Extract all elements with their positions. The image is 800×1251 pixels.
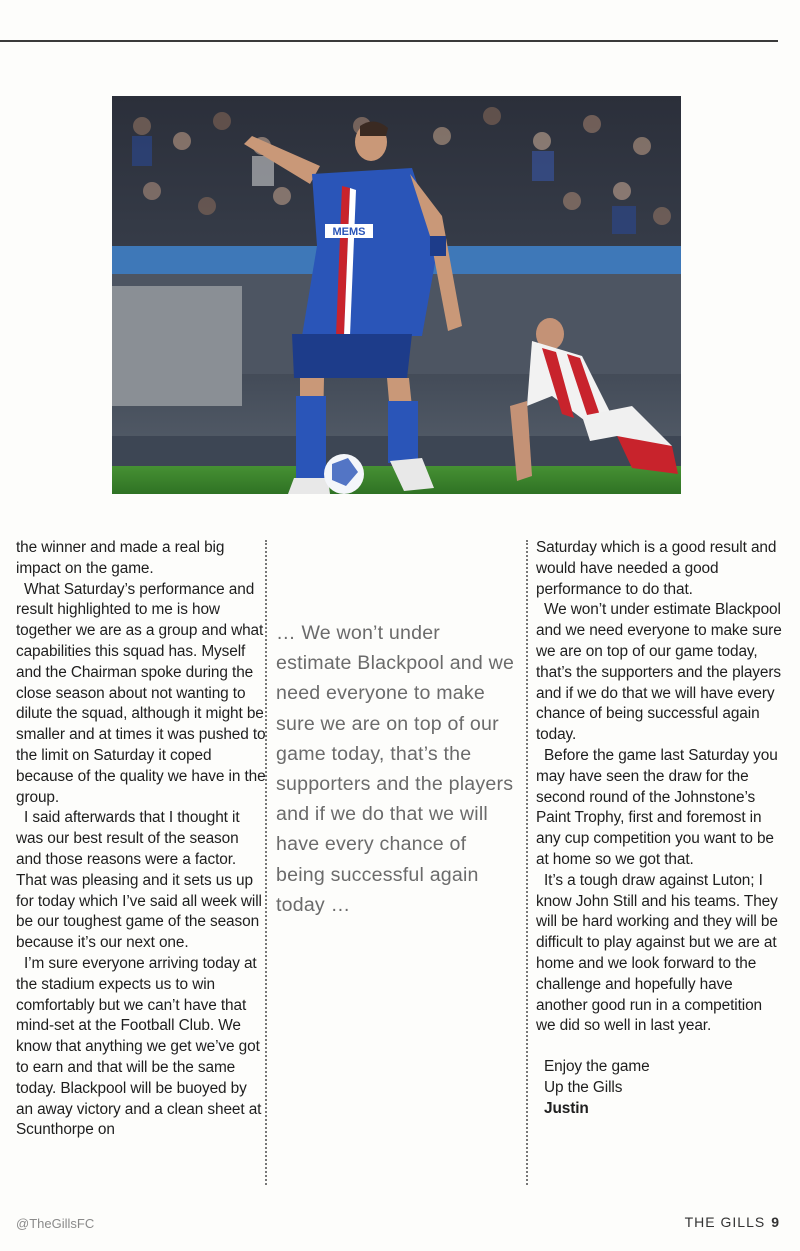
article-column-left [16, 538, 266, 1141]
paragraph: It’s a tough draw against Luton; I know John Still and his teams. They will be hard working and they will be difficult to play against but we are at home and we look forward to the challenge and hopefully have another good run in a competition we did so well in last year. [536, 871, 778, 1035]
signoff-line: Enjoy the game [544, 1058, 650, 1076]
column-divider-left [265, 540, 267, 1185]
signoff [536, 1057, 784, 1119]
paragraph: Before the game last Saturday you may have seen the draw for the second round of the Johnstone’s Paint Trophy, first and foremost in any cup competition you want to be at home so we got that. [536, 746, 778, 868]
twitter-handle: @TheGillsFC [16, 1216, 95, 1231]
match-photo [112, 96, 681, 494]
signoff-name: Justin [544, 1099, 589, 1117]
shirt-sponsor: MEMS [332, 226, 366, 238]
signoff-line: Up the Gills [544, 1078, 623, 1096]
paragraph: We won’t under estimate Blackpool and we need everyone to make sure we are on top of our game today, that’s the supporters and the players and if we do that we will have every chance of being successful again today. [536, 601, 782, 744]
top-rule [0, 40, 778, 42]
paragraph: What Saturday’s performance and result highlighted to me is how together we are as a group and what capabilities this squad has. Myself and the Chairman spoke during the close season about not wanting to dilute the squad, although it might be smaller and at times it was pushed to the limit on Saturday it coped because of the quality we have in the group. [16, 580, 266, 806]
page-number: 9 [771, 1214, 780, 1230]
paragraph: I’m sure everyone arriving today at the stadium expects us to win comfortably but we can’t have that mind-set at the Football Club. We know that anything we get we’ve got to earn and that will be the same today. Blackpool will be buoyed by an away victory and a clean sheet at Scunthorpe on [16, 954, 262, 1139]
article-column-right [536, 538, 784, 1120]
page-footer [685, 1214, 780, 1230]
magazine-title: THE GILLS [684, 1214, 766, 1230]
paragraph: the winner and made a real big impact on the game. [16, 539, 225, 577]
paragraph: I said afterwards that I thought it was our best result of the season and those reasons were a factor. That was pleasing and it sets us up for today which I’ve said all week will be our toughest game of the season because it’s our next one. [16, 809, 262, 952]
paragraph: Saturday which is a good result and would have needed a good performance to do that. [536, 539, 777, 598]
pull-quote: … We won’t under estimate Blackpool and we need everyone to make sure we are on top of our game today, that’s the supporters and the players and if we do that we will have every chance of being successful again today … [276, 622, 515, 916]
match-photo-illustration [112, 96, 681, 494]
column-divider-right [526, 540, 528, 1185]
